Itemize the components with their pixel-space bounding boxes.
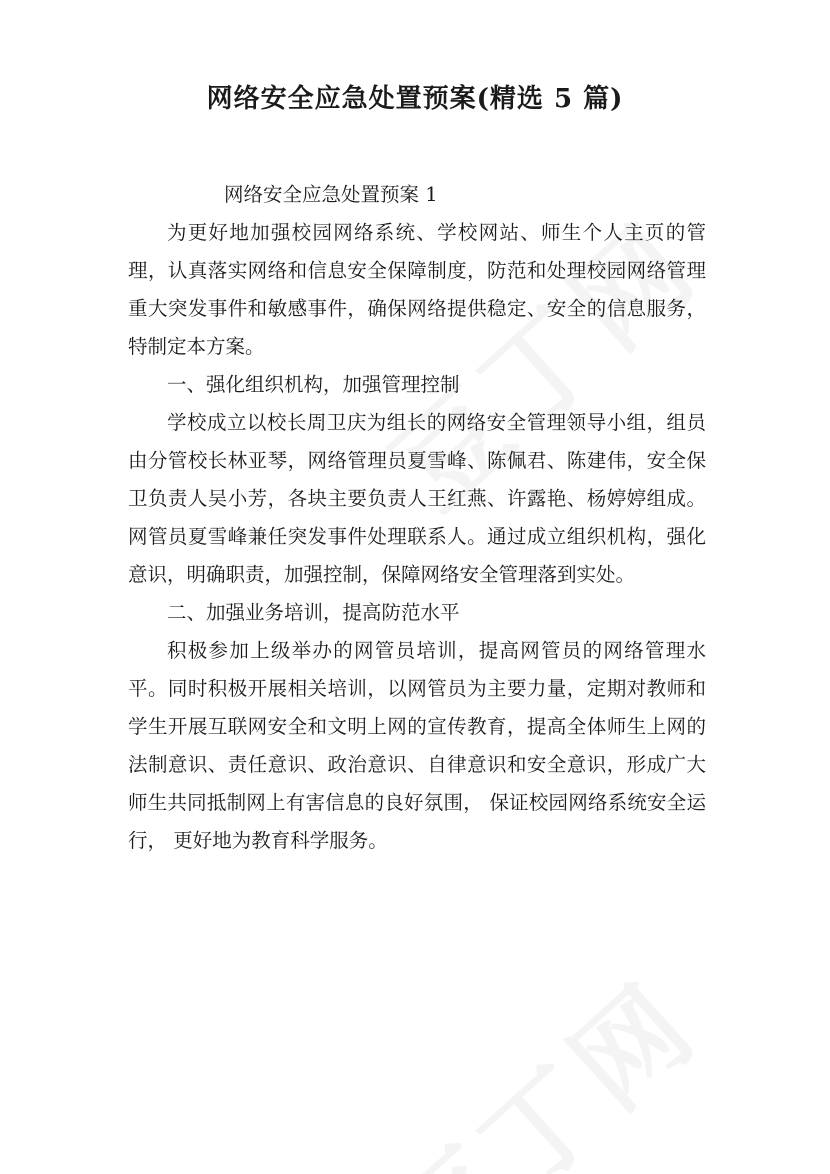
paragraph-training: 积极参加上级举办的网管员培训，提高网管员的网络管理水平。同时积极开展相关培训，以网管员为主要力量，定期对教师和学生开展互联网安全和文明上网的宣传教育，提高全体师生上网的法制意识、责任意识、政治意识、自律意识和安全意识，形成广大师生共同抵制网上有害信息的良好氛围， 保证校园网络系统安全运行， 更好地为教育科学服务。 — [128, 639, 706, 852]
document-title: 网络安全应急处置预案(精选 5 篇) — [206, 84, 624, 114]
paragraph-organization: 学校成立以校长周卫庆为组长的网络安全管理领导小组，组员由分管校长林亚琴，网络管理员夏雪峰、陈佩君、陈建伟，安全保卫负责人吴小芳，各块主要负责人王红燕、许露艳、杨婷婷组成。网管员夏雪峰兼任突发事件处理联系人。通过成立组织机构，强化意识，明确职责，加强控制，保障网络安全管理落到实处。 — [128, 411, 706, 586]
heading-section-2: 二、加强业务培训，提高防范水平 — [167, 601, 460, 624]
section-subtitle: 网络安全应急处置预案 1 — [224, 183, 438, 206]
watermark — [353, 940, 726, 1174]
document-body — [128, 176, 706, 860]
paragraph-intro: 为更好地加强校园网络系统、学校网站、师生个人主页的管理，认真落实网络和信息安全保障制度，防范和处理校园网络管理重大突发事件和敏感事件，确保网络提供稳定、安全的信息服务，特制定本方案。 — [128, 221, 706, 358]
heading-section-1: 一、强化组织机构，加强管理控制 — [167, 373, 460, 396]
